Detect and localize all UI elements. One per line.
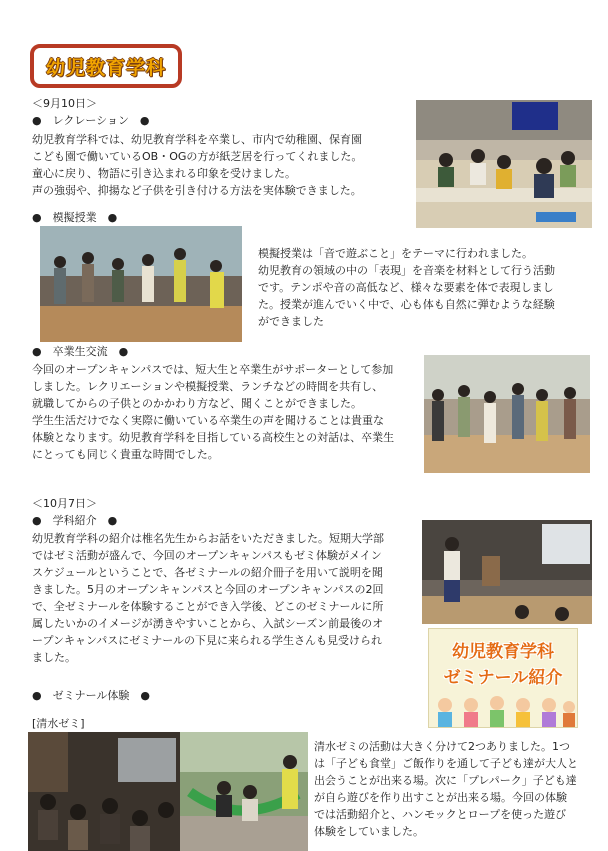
heading-gakka: ● 学科紹介 ● (32, 514, 118, 527)
paragraph-line: 幼児教育の領域の中の「表現」を音楽を材料として行う活動 (258, 264, 555, 277)
paragraph-line: で、全ゼミナールを体験することができ入学後、どこのゼミナールに所 (32, 600, 384, 613)
children-illustration (429, 691, 578, 728)
photo-seminar-indoor (28, 732, 180, 851)
paragraph-line: 声の強弱や、抑揚など子供を引き付ける方法を実体験できました。 (32, 184, 362, 197)
paragraph-line: では活動紹介と、ハンモックとロープを使った遊び (314, 808, 567, 821)
gakka-text (32, 530, 384, 666)
photo-sotsugyo (424, 355, 590, 473)
promo-title: 幼児教育学科 (452, 642, 554, 662)
heading-mogi: ● 模擬授業 ● (32, 211, 118, 224)
seminar-sublabel: [清水ゼミ] (32, 717, 85, 730)
paragraph-line: 童心に戻り、物語に引き込まれる印象を受けました。 (32, 167, 296, 180)
heading-seminar: ● ゼミナール体験 ● (32, 689, 150, 702)
paragraph-line: は「子ども食堂」ご飯作りを通して子ども達が大人と (314, 757, 578, 770)
promo-subtitle: ゼミナール紹介 (443, 668, 563, 688)
seminar-promo-card (428, 628, 578, 728)
paragraph-line: 体験となります。幼児教育学科を目指している高校生との対話は、卒業生 (32, 431, 395, 444)
paragraph-line: 清水ゼミの活動は大きく分けて2つありました。1つ (314, 740, 570, 753)
paragraph-line: た。授業が進んでいく中で、心も体も自然に弾むような経験 (258, 298, 555, 311)
paragraph-line: が自ら遊びを作り出すことが出来る場。今回の体験 (314, 791, 567, 804)
paragraph-line: ました。 (32, 651, 76, 664)
paragraph-line: 就職してからの子供とのかかわり方など、聞くことができました。 (32, 397, 362, 410)
heading-sotsugyo: ● 卒業生交流 ● (32, 345, 129, 358)
photo-mogi (40, 226, 242, 342)
photo-recreation (416, 100, 592, 228)
paragraph-line: 幼児教育学科の紹介は椎名先生からお話をいただきました。短期大学部 (32, 532, 384, 545)
seminar-text (314, 738, 578, 840)
photo-lecture (422, 520, 592, 624)
date-oct7: ＜10月7日＞ (32, 497, 97, 510)
photo-seminar-hammock (180, 732, 308, 851)
paragraph-line: 出会うことが出来る場。次に「プレパーク」子ども達 (314, 774, 577, 787)
paragraph-line: しました。レクリエーションや模擬授業、ランチなどの時間を共有し、 (32, 380, 384, 393)
paragraph-line: にとっても同じく貴重な時間でした。 (32, 448, 219, 461)
paragraph-line: 体験をしていました。 (314, 825, 424, 838)
paragraph-line: ープンキャンパスにゼミナールの下見に来られる学生さんも見受けられ (32, 634, 383, 647)
page-title-box (30, 44, 182, 88)
recreation-text (32, 131, 362, 199)
paragraph-line: スケジュールということで、各ゼミナールの紹介冊子を用いて説明を聞 (32, 566, 383, 579)
paragraph-line: 今回のオープンキャンパスでは、短大生と卒業生がサポーターとして参加 (32, 363, 394, 376)
paragraph-line: 属したいかのイメージが湧きやすいことから、入試シーズン前最後のオ (32, 617, 384, 630)
paragraph-line: 模擬授業は「音で遊ぶこと」をテーマに行われました。 (258, 247, 533, 260)
paragraph-line: 学生生活だけでなく実際に働いている卒業生の声を聞けることは貴重な (32, 414, 384, 427)
sotsugyo-text (32, 361, 394, 463)
paragraph-line: きました。5月のオープンキャンパスと今回のオープンキャンパスの2回 (32, 583, 384, 596)
paragraph-line: です。テンポや音の高低など、様々な要素を体で表現しまし (258, 281, 554, 294)
heading-recreation: ● レクレーション ● (32, 114, 150, 127)
page-title: 幼児教育学科 (45, 56, 166, 79)
paragraph-line: こども園で働いているOB・OGの方が紙芝居を行ってくれました。 (32, 150, 363, 163)
paragraph-line: ができました (258, 315, 324, 328)
paragraph-line: ではゼミ活動が盛んで、今回のオープンキャンパスもゼミ体験がメイン (32, 549, 382, 562)
mogi-text (258, 245, 555, 330)
date-sep10: ＜9月10日＞ (32, 97, 97, 110)
paragraph-line: 幼児教育学科では、幼児教育学科を卒業し、市内で幼稚園、保育園 (32, 133, 362, 146)
